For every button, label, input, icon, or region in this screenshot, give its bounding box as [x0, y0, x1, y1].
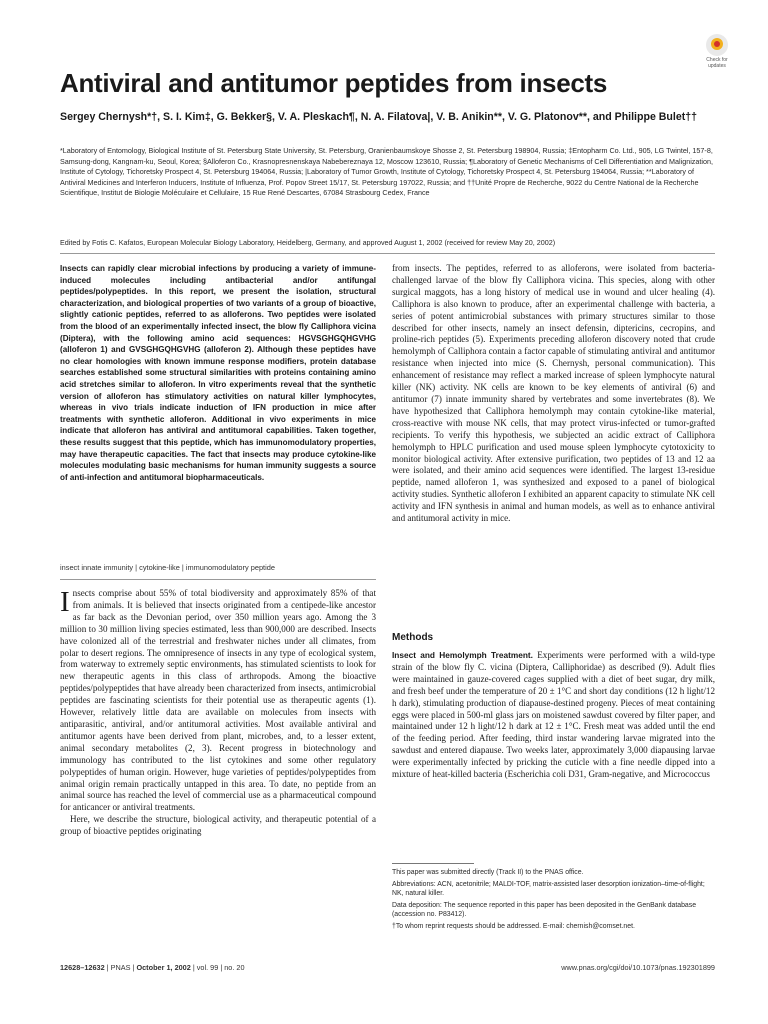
methods-section: [392, 650, 715, 781]
introduction: [60, 588, 376, 838]
intro-paragraph-2: Here, we describe the structure, biological activity, and therapeutic potential of a group of bioactive peptides originating: [60, 814, 376, 837]
footer-issue: no. 20: [224, 963, 245, 972]
footnote-data-deposition: Data deposition: The sequence reported in this paper has been deposited in the GenBank database (accession no. P83412).: [392, 901, 697, 919]
author-list: Sergey Chernysh*†, S. I. Kim‡, G. Bekker§, V. A. Pleskach¶, N. A. Filatova|, V. B. Anikin**, V. G. Platonov**, and Philippe Bulet††: [60, 111, 698, 123]
footnote-submission: This paper was submitted directly (Track II) to the PNAS office.: [392, 869, 584, 876]
check-for-updates-icon: [706, 34, 728, 56]
drop-cap: I: [60, 586, 70, 618]
footer-journal: PNAS: [110, 963, 131, 972]
intro-paragraph-1: nsects comprise about 55% of total biodiversity and approximately 85% of that from animals. It is believed that insects originated from a centipede-like ancestor as far back as the Devonian period, over 350 million years ago. Among the 3 million to 30 million living species estimated, less than 900,000 are described. Insects have colonized all of the terrestrial and freshwater niches under all climates, from polar to desert regions. The omnipresence of insects in any type of ecological system, from waterway to extremely septic environments, has stimulated scientists to look for new therapeutic agents in this class of arthropods. Among the bioactive peptides/polypeptides that have already been characterized from insects, antimicrobial peptides are fascinating scientists for their potential use as therapeutic agents (1). However, relatively little data are available on molecules from insects with antiparasitic, antiviral, and/or antitumoral activities. Most available antiviral and antitumor agents have been derived from plant, microbes, and, to a lesser extent, animal secondary metabolites (2, 3). Recent progress in biotechnology and immunology has contributed to the list cytokines and some other regulatory polypeptides of human origin. However, huge varieties of peptides/polypeptides from animal origin remain practically untapped in this area. To date, no peptide from an animal source has reached the level of commercial use as a pharmaceutical compound for anticancer or antiviral treatments.: [60, 588, 376, 813]
keywords-divider: [60, 579, 376, 580]
methods-heading: Methods: [392, 632, 434, 643]
abstract: Insects can rapidly clear microbial infections by producing a variety of immune-induced molecules including antibacterial and/or antifungal peptides/polypeptides. In this report, we present the isolation, structural characterization, and biological properties of two variants of a group of bioactive, slightly cationic peptides, referred to as alloferons. Two peptides were isolated from the blood of an experimentally infected insect, the blow fly Calliphora vicina (Diptera), with the following amino acid sequences: HGVSGHGQHGVHG (alloferon 1) and GVSGHGQHGVHG (alloferon 2). Although these peptides have no clear homologies with known immune response modifiers, protein database searches established some structural similarities with proteins containing amino acid stretches similar to alloferon. In vitro experiments reveal that the synthetic version of alloferon has stimulatory activities on natural killer lymphocytes, whereas in vivo trials indicate induction of IFN production in mice after treatments with synthetic alloferon. Additional in vivo experiments in mice indicate that alloferon has antiviral and antitumoral capabilities. Taken together, these results suggest that this peptide, which has immunomodulatory properties, may have therapeutic capacities. The fact that insects may produce cytokine-like molecules modulating basic mechanisms for human immunity suggests a source of anti-infection and antitumoral biopharmaceuticals.: [60, 264, 376, 482]
right-column-text: [392, 263, 715, 525]
methods-paragraph: Experiments were performed with a wild-type strain of the blow fly C. vicina (Diptera, Calliphoridae) as described (9). Adult flies were maintained in gauze-covered cages supplied with a diet of beet sugar, dry milk, and fresh beef under the temperature of 20 ± 1°C and short day conditions (12 h light/12 h dark), stimulating production of diapause-destined progeny. Pieces of meat containing eggs were placed in 500-ml glass jars on moistened sawdust covered by filter paper, and maintained under 12 h light/12 h dark at 12 ± 1°C. Fresh meat was added until the end of the feeding period. After feeding, third instar wandering larvae migrated into the sawdust and entered diapause. Two weeks later, approximately 3,000 diapausing larvae were experimentally infected by pricking the cuticle with a fine needle dipped into a mixture of heat-killed bacteria (Escherichia coli D31, Gram-negative, and Micrococcus: [392, 650, 715, 780]
footer-volume: vol. 99: [196, 963, 219, 972]
footnotes: [392, 868, 715, 934]
right-paragraph: from insects. The peptides, referred to as alloferons, were isolated from bacteria-challenged larvae of the blow fly Calliphora vicina. This species, along with other surgical maggots, has a long history of medical use in wound and ulcer healing (4). Calliphora is also known to produce, after an experimental challenge with bacteria, a series of potent antimicrobial substances with primary structures similar to those described for other insects, namely an insect defensin, diptericins, cecropins, and proline-rich peptides (5). Experiments preceding alloferon discovery noted that crude hemolymph of Calliphora contain a factor capable of stimulating antiviral and antitumor resistance when injected into mice (S. Chernysh, personal communication). This enhancement of resistance may reflect a marked increase of spleen lymphocyte natural killer (NK) activity. NK cells are known to be key elements of antiviral (6) and antitumor (7) innate immunity shared by vertebrates and some invertebrates (8). We have hypothesized that Calliphora hemolymph may contain cytokine-like material, cross-reactive with mouse NK cells, that may protect virus-infected or tumor-grafted recipients. To verify this hypothesis, we subjected an acidic extract of Calliphora hemolymph to HPLC purification and used mouse spleen lymphocyte cytotoxicity to monitor biological activity. After extensive purification, two peptides of 13 and 12 aa were isolated, and their amino acid sequences were identified. The largest 13-residue peptide, named alloferon 1, was synthesized and exposed to a panel of biological activity studies. Synthetic alloferon I exhibited an apparent capacity to stimulate NK cell activity and IFN synthesis in animal and human models, as well as to enhance antiviral and antitumoral activity in mice.: [392, 263, 715, 524]
edited-by: Edited by Fotis C. Kafatos, European Molecular Biology Laboratory, Heidelberg, Germany, and approved August 1, 2002 (received for review May 20, 2002): [60, 238, 556, 247]
footer-date: October 1, 2002: [136, 963, 191, 972]
badge-label: Check for updates: [706, 57, 728, 69]
affiliations: *Laboratory of Entomology, Biological Institute of St. Petersburg State University, St. Petersburg, Oranienbaumskoye Shosse 2, St. Petersburg 198904, Russia; ‡Entopharm Co. Ltd., 905, LG Twintel, 157-8, Samsung-dong, Kangnam-ku, Seoul, Korea; §Alloferon Co., Krasnopresnenskaya Nabebereznaya 12, Moscow 123610, Russia; ¶Laboratory of Genetic Mechanisms of Cell Differentiation and Malignization, Institute of Cytology, Tichoretsky Prospect 4, St. Petersburg 194064, Russia; |Laboratory of Tumor Growth, Institute of Cytology, Tichoretsky Prospect 4, St. Petersburg 194064, Russia; **Laboratory of Antiviral Medicines and Interferon Inducers, Institute of Influenza, Prof. Popov Street 15/17, St. Petersburg 197022, Russia; and ††Unité Propre de Recherche, 9022 du Centre National de la Recherche Scientifique, Institut de Biologie Moléculaire et Cellulaire, 15 Rue René Descartes, 67084 Strasbourg Cedex, France: [60, 146, 713, 197]
footnote-correspondence: †To whom reprint requests should be addressed. E-mail: chernish@comset.net.: [392, 922, 635, 930]
footer-pages: 12628–12632: [60, 963, 105, 972]
footer-doi-link[interactable]: www.pnas.org/cgi/doi/10.1073/pnas.192301899: [561, 963, 715, 972]
footnote-divider: [392, 863, 474, 864]
keywords: insect innate immunity | cytokine-like | immunomodulatory peptide: [60, 563, 275, 572]
paper-title: Antiviral and antitumor peptides from insects: [60, 68, 608, 98]
subsection-runin-heading: Insect and Hemolymph Treatment.: [392, 650, 533, 660]
header-divider: [60, 253, 715, 254]
footer-citation: 12628–12632 | PNAS | October 1, 2002 | vol. 99 | no. 20: [60, 963, 245, 972]
check-for-updates-badge[interactable]: [700, 34, 734, 74]
footnote-abbreviations: Abbreviations: ACN, acetonitrile; MALDI-TOF, matrix-assisted laser desorption ionization–time-of-flight; NK, natural killer.: [392, 880, 705, 898]
